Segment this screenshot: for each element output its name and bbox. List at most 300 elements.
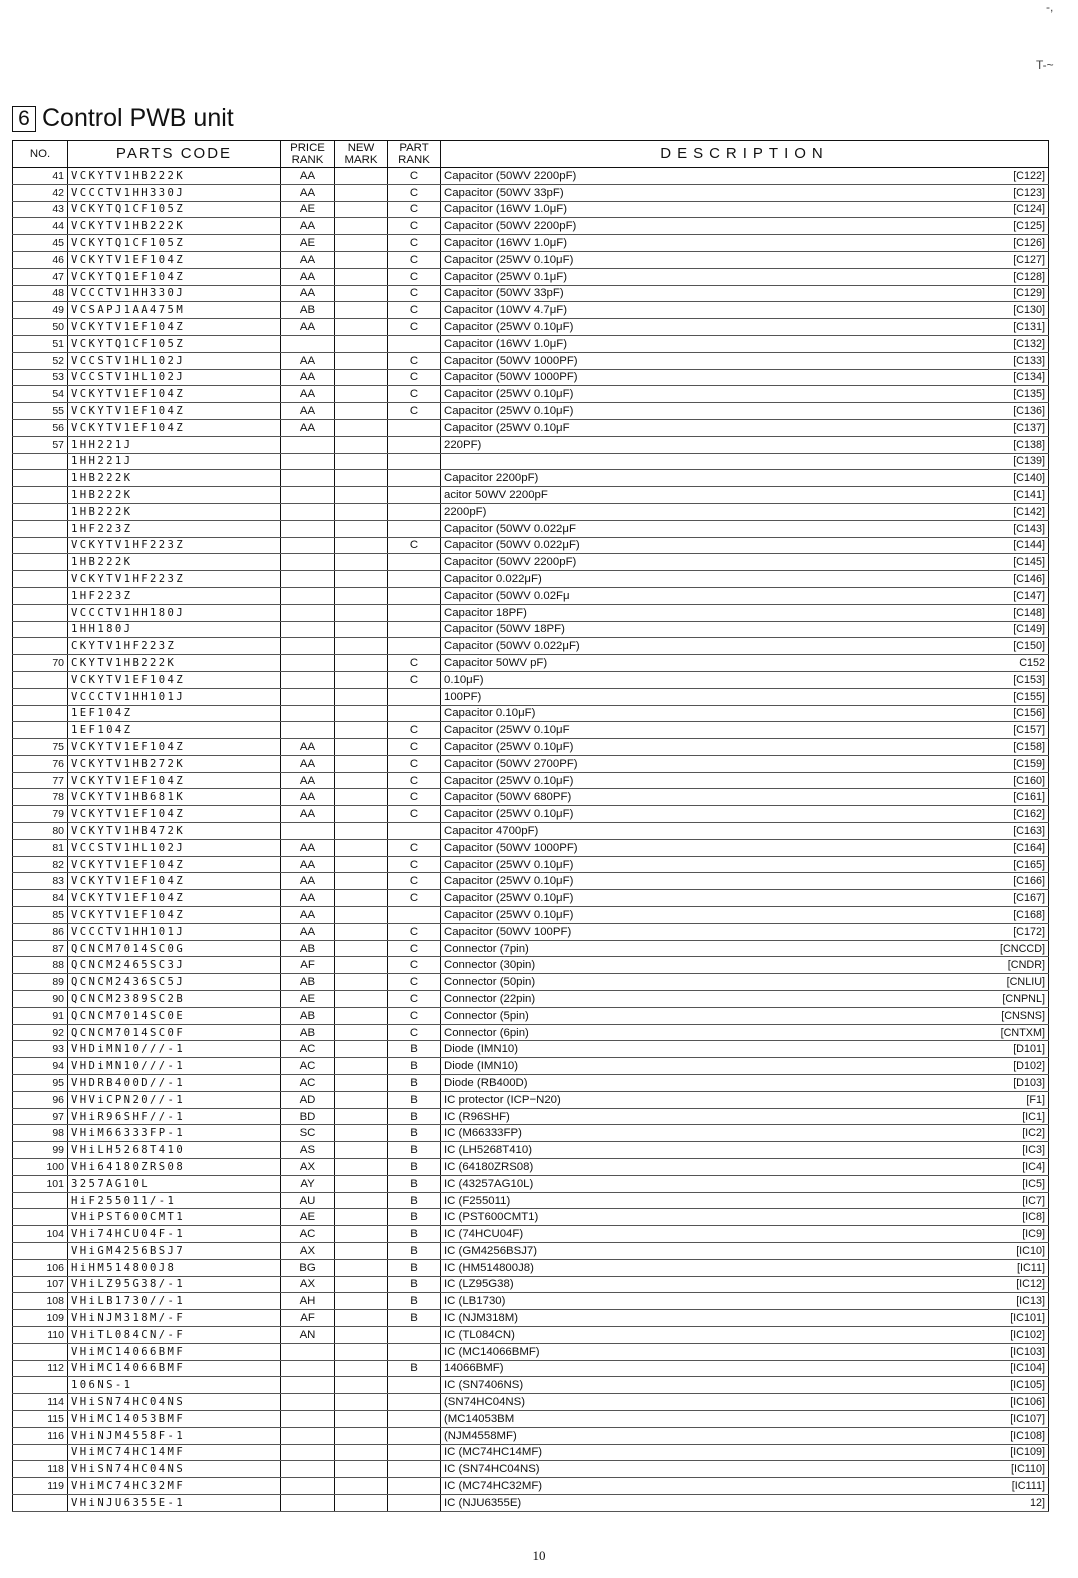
row-price-rank: AA <box>281 168 335 185</box>
row-description-text: Capacitor (25WV 0.10μF) <box>444 808 574 821</box>
row-parts-code: VCKYTV1EF104Z <box>68 907 281 924</box>
row-no: 96 <box>13 1091 68 1108</box>
col-header-description: DESCRIPTION <box>441 141 1049 168</box>
row-parts-code: VHiLH5268T410 <box>68 1142 281 1159</box>
row-part-rank <box>388 907 441 924</box>
row-parts-code: VCKYTV1EF104Z <box>68 739 281 756</box>
row-parts-code: VCKYTV1HB222K <box>68 218 281 235</box>
row-parts-code: VHDRB400D//-1 <box>68 1075 281 1092</box>
table-row <box>13 789 1049 806</box>
row-description-text: IC (TL084CN) <box>444 1328 515 1341</box>
table-row <box>13 1091 1049 1108</box>
row-parts-code: 106NS-1 <box>68 1377 281 1394</box>
table-row <box>13 235 1049 252</box>
table-row <box>13 957 1049 974</box>
col-header-new-mark: NEW MARK <box>335 141 388 168</box>
row-price-rank: AA <box>281 772 335 789</box>
row-price-rank: AE <box>281 235 335 252</box>
row-new-mark <box>335 1310 388 1327</box>
row-part-rank <box>388 487 441 504</box>
row-new-mark <box>335 537 388 554</box>
row-part-rank: C <box>388 302 441 319</box>
row-price-rank: AA <box>281 285 335 302</box>
row-price-rank <box>281 655 335 672</box>
row-description-text: IC (MC74HC14MF) <box>444 1446 543 1459</box>
row-no <box>13 1377 68 1394</box>
row-description-text: Capacitor (50WV 0.022μF) <box>444 539 580 552</box>
table-header-row <box>13 141 1049 168</box>
row-reference: [C166] <box>1013 875 1045 888</box>
row-description <box>441 940 1049 957</box>
row-no: 110 <box>13 1326 68 1343</box>
row-description <box>441 1024 1049 1041</box>
row-no <box>13 1494 68 1511</box>
row-reference: [C168] <box>1013 908 1045 921</box>
row-part-rank <box>388 1326 441 1343</box>
row-description <box>441 571 1049 588</box>
row-description-text: IC (LB1730) <box>444 1295 506 1308</box>
row-reference: [C129] <box>1013 287 1045 300</box>
row-reference: [IC111] <box>1011 1480 1045 1493</box>
row-new-mark <box>335 587 388 604</box>
row-reference: [C133] <box>1013 354 1045 367</box>
row-description-text: Capacitor 2200pF) <box>444 472 539 485</box>
row-new-mark <box>335 688 388 705</box>
row-parts-code: 1HB222K <box>68 503 281 520</box>
row-part-rank: C <box>388 722 441 739</box>
row-price-rank <box>281 487 335 504</box>
row-new-mark <box>335 671 388 688</box>
row-description-text: Capacitor (25WV 0.10μF <box>444 421 570 434</box>
table-row <box>13 940 1049 957</box>
table-row <box>13 251 1049 268</box>
row-part-rank <box>388 503 441 520</box>
row-reference: [C135] <box>1013 388 1045 401</box>
row-part-rank: C <box>388 739 441 756</box>
row-no: 112 <box>13 1360 68 1377</box>
row-part-rank <box>388 705 441 722</box>
row-parts-code: VCKYTQ1EF104Z <box>68 268 281 285</box>
row-parts-code: VCKYTQ1CF105Z <box>68 335 281 352</box>
row-description-text: IC (R96SHF) <box>444 1110 510 1123</box>
row-description-text: Capacitor 4700pF) <box>444 824 539 837</box>
row-new-mark <box>335 1058 388 1075</box>
row-description-text: Capacitor (25WV 0.10μF) <box>444 774 574 787</box>
row-price-rank: SC <box>281 1125 335 1142</box>
row-part-rank: B <box>388 1226 441 1243</box>
table-row <box>13 1007 1049 1024</box>
row-reference: [CNSNS] <box>1001 1009 1045 1022</box>
row-new-mark <box>335 1075 388 1092</box>
row-new-mark <box>335 1125 388 1142</box>
row-reference: [CNLIU] <box>1006 976 1045 989</box>
row-reference: [IC12] <box>1016 1278 1045 1291</box>
row-new-mark <box>335 436 388 453</box>
row-reference: [C155] <box>1013 690 1045 703</box>
table-row <box>13 1410 1049 1427</box>
row-part-rank: B <box>388 1159 441 1176</box>
row-no: 79 <box>13 806 68 823</box>
row-parts-code: VHiMC14066BMF <box>68 1360 281 1377</box>
row-price-rank <box>281 453 335 470</box>
row-no: 44 <box>13 218 68 235</box>
row-no: 95 <box>13 1075 68 1092</box>
row-new-mark <box>335 487 388 504</box>
table-row <box>13 856 1049 873</box>
row-description-text: IC (64180ZRS08) <box>444 1160 534 1173</box>
table-row <box>13 1209 1049 1226</box>
row-reference: [C126] <box>1013 237 1045 250</box>
row-new-mark <box>335 1276 388 1293</box>
parts-table <box>12 140 1049 1512</box>
row-parts-code: QCNCM7014SC0E <box>68 1007 281 1024</box>
row-description-text: Capacitor (50WV 680PF) <box>444 791 572 804</box>
row-no: 87 <box>13 940 68 957</box>
row-part-rank: B <box>388 1125 441 1142</box>
row-parts-code: VCKYTV1EF104Z <box>68 890 281 907</box>
row-description-text: 14066BMF) <box>444 1362 504 1375</box>
row-parts-code: 1HF223Z <box>68 587 281 604</box>
row-price-rank <box>281 1461 335 1478</box>
row-description <box>441 251 1049 268</box>
row-description <box>441 487 1049 504</box>
row-description-text: 220PF) <box>444 438 482 451</box>
row-parts-code: VHi74HCU04F-1 <box>68 1226 281 1243</box>
row-description-text: Capacitor (16WV 1.0μF) <box>444 203 568 216</box>
row-reference: [C163] <box>1013 824 1045 837</box>
row-price-rank: AA <box>281 873 335 890</box>
row-description <box>441 1142 1049 1159</box>
row-price-rank: AA <box>281 403 335 420</box>
row-parts-code: HiHM514800J8 <box>68 1259 281 1276</box>
row-reference: [IC4] <box>1022 1160 1045 1173</box>
row-no: 106 <box>13 1259 68 1276</box>
row-price-rank: AB <box>281 974 335 991</box>
row-reference: [C132] <box>1013 337 1045 350</box>
row-description <box>441 285 1049 302</box>
row-no: 75 <box>13 739 68 756</box>
row-part-rank <box>388 587 441 604</box>
table-row <box>13 1444 1049 1461</box>
edge-mark-right: T-~ <box>1036 58 1054 72</box>
row-new-mark <box>335 739 388 756</box>
row-no <box>13 537 68 554</box>
row-part-rank: C <box>388 251 441 268</box>
row-parts-code: QCNCM2436SC5J <box>68 974 281 991</box>
row-reference: [D101] <box>1013 1043 1045 1056</box>
row-description-text: IC (HM514800J8) <box>444 1261 534 1274</box>
row-parts-code: VCKYTV1HF223Z <box>68 537 281 554</box>
row-part-rank: C <box>388 772 441 789</box>
row-reference: [CNCCD] <box>1000 942 1045 955</box>
row-description <box>441 1041 1049 1058</box>
section-number: 6 <box>12 106 36 132</box>
row-reference: [C145] <box>1013 556 1045 569</box>
row-description <box>441 235 1049 252</box>
table-row <box>13 604 1049 621</box>
row-description <box>441 352 1049 369</box>
row-new-mark <box>335 621 388 638</box>
row-part-rank: B <box>388 1192 441 1209</box>
row-description <box>441 1192 1049 1209</box>
row-description <box>441 923 1049 940</box>
row-price-rank: AA <box>281 856 335 873</box>
row-price-rank: AA <box>281 369 335 386</box>
row-new-mark <box>335 403 388 420</box>
row-price-rank: AX <box>281 1276 335 1293</box>
row-price-rank: AE <box>281 1209 335 1226</box>
row-no <box>13 503 68 520</box>
row-part-rank: C <box>388 806 441 823</box>
row-reference: [C149] <box>1013 623 1045 636</box>
row-no: 41 <box>13 168 68 185</box>
row-reference: [IC9] <box>1022 1228 1045 1241</box>
table-row <box>13 352 1049 369</box>
row-description <box>441 218 1049 235</box>
table-row <box>13 168 1049 185</box>
row-description <box>441 1394 1049 1411</box>
row-no <box>13 587 68 604</box>
row-reference: [C142] <box>1013 505 1045 518</box>
row-reference: [C130] <box>1013 304 1045 317</box>
table-row <box>13 823 1049 840</box>
row-reference: [IC2] <box>1022 1127 1045 1140</box>
row-price-rank <box>281 823 335 840</box>
row-parts-code: VHiLB1730//-1 <box>68 1293 281 1310</box>
row-new-mark <box>335 806 388 823</box>
row-price-rank: AA <box>281 923 335 940</box>
table-row <box>13 537 1049 554</box>
row-no <box>13 638 68 655</box>
row-no: 89 <box>13 974 68 991</box>
row-no: 91 <box>13 1007 68 1024</box>
row-parts-code: VCKYTV1EF104Z <box>68 386 281 403</box>
row-price-rank: AS <box>281 1142 335 1159</box>
row-part-rank <box>388 688 441 705</box>
row-no: 99 <box>13 1142 68 1159</box>
row-description-text: Capacitor (25WV 0.1μF) <box>444 270 568 283</box>
row-description <box>441 991 1049 1008</box>
row-description-text: Capacitor (25WV 0.10μF) <box>444 892 574 905</box>
row-parts-code: VHiR96SHF//-1 <box>68 1108 281 1125</box>
row-description <box>441 1058 1049 1075</box>
table-row <box>13 991 1049 1008</box>
row-parts-code: VHiSN74HC04NS <box>68 1461 281 1478</box>
row-parts-code: VHi64180ZRS08 <box>68 1159 281 1176</box>
row-price-rank <box>281 688 335 705</box>
row-no: 108 <box>13 1293 68 1310</box>
row-new-mark <box>335 503 388 520</box>
row-price-rank: AX <box>281 1159 335 1176</box>
row-description-text: Capacitor (50WV 1000PF) <box>444 371 578 384</box>
row-new-mark <box>335 940 388 957</box>
row-no: 119 <box>13 1478 68 1495</box>
table-row <box>13 755 1049 772</box>
row-no: 56 <box>13 419 68 436</box>
row-price-rank: AH <box>281 1293 335 1310</box>
row-parts-code: VHiMC74HC32MF <box>68 1478 281 1495</box>
row-parts-code: 1HB222K <box>68 554 281 571</box>
row-part-rank <box>388 470 441 487</box>
row-part-rank <box>388 554 441 571</box>
row-no <box>13 671 68 688</box>
row-reference: [C128] <box>1013 270 1045 283</box>
row-parts-code: QCNCM2465SC3J <box>68 957 281 974</box>
row-new-mark <box>335 184 388 201</box>
table-row <box>13 1142 1049 1159</box>
row-price-rank <box>281 1394 335 1411</box>
table-row <box>13 184 1049 201</box>
row-description-text: IC (74HCU04F) <box>444 1228 524 1241</box>
row-description-text: acitor 50WV 2200pF <box>444 489 548 502</box>
table-row <box>13 1427 1049 1444</box>
row-no: 81 <box>13 839 68 856</box>
row-description <box>441 705 1049 722</box>
table-row <box>13 335 1049 352</box>
table-row <box>13 1159 1049 1176</box>
row-reference: [C122] <box>1013 169 1045 182</box>
row-new-mark <box>335 1461 388 1478</box>
row-description-text: Capacitor (16WV 1.0μF) <box>444 337 568 350</box>
row-part-rank: B <box>388 1360 441 1377</box>
row-no: 50 <box>13 319 68 336</box>
row-new-mark <box>335 856 388 873</box>
table-row <box>13 285 1049 302</box>
row-part-rank: C <box>388 755 441 772</box>
row-reference: [C164] <box>1013 841 1045 854</box>
row-parts-code: CKYTV1HF223Z <box>68 638 281 655</box>
row-parts-code: 1EF104Z <box>68 705 281 722</box>
row-new-mark <box>335 386 388 403</box>
row-new-mark <box>335 1091 388 1108</box>
row-description <box>441 621 1049 638</box>
row-description-text: Capacitor (10WV 4.7μF) <box>444 304 568 317</box>
row-part-rank: B <box>388 1310 441 1327</box>
row-no: 46 <box>13 251 68 268</box>
row-no: 47 <box>13 268 68 285</box>
row-no <box>13 722 68 739</box>
row-price-rank <box>281 638 335 655</box>
table-row <box>13 1360 1049 1377</box>
row-description <box>441 671 1049 688</box>
row-no <box>13 1243 68 1260</box>
row-reference: [C125] <box>1013 220 1045 233</box>
row-no: 101 <box>13 1175 68 1192</box>
row-no: 54 <box>13 386 68 403</box>
row-description <box>441 470 1049 487</box>
row-parts-code: 1HH180J <box>68 621 281 638</box>
row-description <box>441 974 1049 991</box>
row-price-rank: AU <box>281 1192 335 1209</box>
row-reference: [CNTXM] <box>1000 1026 1045 1039</box>
row-part-rank: C <box>388 1007 441 1024</box>
row-description <box>441 369 1049 386</box>
row-part-rank <box>388 520 441 537</box>
row-reference: [IC108] <box>1010 1429 1045 1442</box>
row-reference: [IC3] <box>1022 1144 1045 1157</box>
row-no: 92 <box>13 1024 68 1041</box>
row-part-rank <box>388 1394 441 1411</box>
row-reference: [C158] <box>1013 740 1045 753</box>
row-description <box>441 638 1049 655</box>
row-no: 52 <box>13 352 68 369</box>
row-no: 115 <box>13 1410 68 1427</box>
row-description-text: Diode (RB400D) <box>444 1076 528 1089</box>
table-row <box>13 419 1049 436</box>
row-part-rank: C <box>388 201 441 218</box>
row-description <box>441 1259 1049 1276</box>
row-description-text: IC (PST600CMT1) <box>444 1211 539 1224</box>
row-no <box>13 487 68 504</box>
row-price-rank <box>281 705 335 722</box>
row-new-mark <box>335 1410 388 1427</box>
table-row <box>13 1175 1049 1192</box>
row-new-mark <box>335 1108 388 1125</box>
row-part-rank <box>388 419 441 436</box>
row-part-rank: C <box>388 168 441 185</box>
table-row <box>13 1075 1049 1092</box>
row-part-rank: C <box>388 369 441 386</box>
row-price-rank: AA <box>281 419 335 436</box>
row-description <box>441 722 1049 739</box>
table-row <box>13 839 1049 856</box>
row-description <box>441 403 1049 420</box>
row-part-rank <box>388 335 441 352</box>
row-no: 109 <box>13 1310 68 1327</box>
row-reference: [CNPNL] <box>1002 992 1045 1005</box>
table-row <box>13 1058 1049 1075</box>
table-row <box>13 638 1049 655</box>
row-no: 57 <box>13 436 68 453</box>
row-new-mark <box>335 218 388 235</box>
row-description <box>441 1310 1049 1327</box>
row-description <box>441 268 1049 285</box>
row-new-mark <box>335 1226 388 1243</box>
row-part-rank: B <box>388 1108 441 1125</box>
row-no: 114 <box>13 1394 68 1411</box>
row-no <box>13 470 68 487</box>
row-description-text: Connector (7pin) <box>444 942 529 955</box>
row-part-rank: C <box>388 655 441 672</box>
row-reference: [C153] <box>1013 673 1045 686</box>
row-part-rank: C <box>388 957 441 974</box>
row-new-mark <box>335 873 388 890</box>
row-no: 84 <box>13 890 68 907</box>
row-description <box>441 1175 1049 1192</box>
row-part-rank <box>388 1427 441 1444</box>
row-description <box>441 839 1049 856</box>
row-no: 76 <box>13 755 68 772</box>
row-new-mark <box>335 839 388 856</box>
row-description-text: Capacitor (50WV 33pF) <box>444 186 564 199</box>
table-row <box>13 705 1049 722</box>
row-part-rank: C <box>388 285 441 302</box>
table-row <box>13 302 1049 319</box>
row-new-mark <box>335 705 388 722</box>
row-description-text: 2200pF) <box>444 505 487 518</box>
row-price-rank: AA <box>281 268 335 285</box>
row-description-text: Connector (22pin) <box>444 992 536 1005</box>
row-description-text: IC (F255011) <box>444 1194 511 1207</box>
row-description-text: Capacitor (25WV 0.10μF <box>444 724 570 737</box>
row-part-rank <box>388 1343 441 1360</box>
row-parts-code: VCKYTV1HB472K <box>68 823 281 840</box>
row-no <box>13 621 68 638</box>
row-reference: [C123] <box>1013 186 1045 199</box>
row-description <box>441 688 1049 705</box>
row-price-rank: AA <box>281 319 335 336</box>
row-new-mark <box>335 1209 388 1226</box>
